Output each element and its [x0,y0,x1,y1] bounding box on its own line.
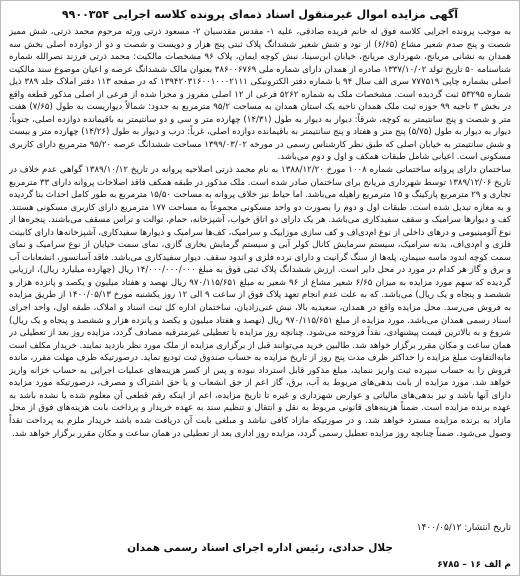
signature-line: جلال حدادی، رئیس اداره اجرای اسناد رسمی همدان [127,542,393,554]
notice-paragraph-2: ساختمان دارای پروانه ساختمانی شماره ۱۰۰۸ مورخ ۱۳۸۸/۱۲/۲۰ به نام محمد ذرتی اصلاحیه پروانه در تاریخ ۱۳۸۹/۱۰/۱۲ گواهی عدم خلاف در تاریخ ۱۳۸۹/۱۲/۰۶ توسط شهرداری مریانج برای ساختمان صادر شده است. ملک مذکور در طبقه همکف فاقد اصلاحات پروانه دارای ۳۳ مترمربع تجاری و ۲۹ مترمربع پارکینگ و ۱۵ مترمربع راهپله می‌باشد. اما حیاط نیز خلاف پروانه به مساحت ۱۵/۵۰ مترمربع به طور کامل احداث بنا گردیده و به مغازه تبدیل شده است. طبقات اول و دوم را بصورت دو واحد مسکونی مجموعاً به مساحت ۱۷۷ مترمربع دارای کاربری مسکونی هستند. کف و دیوارها سرامیک و سقف سفیدکاری می‌باشد. هر یک دارای دو اتاق خواب، آشپزخانه، حمام، توالت و تراس مسقف می‌باشند. پنجره‌ها از نوع آلومینیومی و درهای داخلی از نوع ام‌دی‌اف و کف سازی موزاییک و سرامیک، کف‌ها سرامیک و دیوارها سفیدکاری، آشپزخانه‌ها دارای کابینت فلزی و ام‌دی‌اف، بدنه سرامیک، سیستم سرمایش کانال کولر آبی و سیستم گرمایش بخاری گازی، نمای سمت خیابان از نوع سرامیک و نمای سمت کوچه اندود ماسه سیمان، پله‌ها از سنگ گرانیت و دارای نرده فلزی و اندود سقف. دیوار سفیدکاری می‌باشد. فاقد آسانسور، انشعابات آب و برق و گاز هر کدام در مورد در محل دایر است. ارزش ششدانگ پلاک ثبتی فوق به مبلغ ۱۴/۰۰۰/۰۰۰/۰۰۰ ریال (چهارده میلیارد ریال)، ارزیابی گردیده که سهم مورد مزایده به میزان ۶/۶۵ شعیر مشاع از ۹۶ شعیر به مبلغ ۹۷۰/۱۱۵/۶۵۱ ریال نهصد و هفتاد میلیون و یکصد و پانزده هزار و ششصد و پنجاه و یک ریال) می‌باشد. که به علت عدم انجام تعهد پلاک فوق از ساعت ۹ الی ۱۲ روز یکشنبه مورخ ۱۴۰۰/۰۵/۱۳ از طریق مزایده به فروش می‌رسد. محل مزایده واقع در همدان، سعیدیه بالا، نبش غنی‌زادیان، ساختمان اداره کل ثبت اسناد و املاک، طبقه اول، واحد اجرای اسناد رسمی همدان می‌باشد. مورد مزایده از مبلغ ۹۷۰/۱۱۵/۶۵۱ ریال (نهصد و هفتاد میلیون و یکصد و پانزده هزار و ششصد و پنجاه و یک ریال) شروع و به بالاترین قیمت پیشنهادی، نقداً فروخته می‌شود. چنانچه روز مزایده با تعطیلی غیرمترقبه مصادف گردد، مزایده روز بعد از تعطیلی در همان ساعت و مکان مقرر برگزار خواهد شد. طالبین خرید می‌توانند قبل از برگزاری مزایده از ملک مورد نظر بازدید نمایند. خریدار مکلف است مابه‌التفاوت مبلغ مزایده را حداکثر ظرف مدت پنج روز از تاریخ مزایده به حساب صندوق ثبت تودیع نماید. درصورتیکه ظرف مهلت مقرر، مانده فروش را به حساب سپرده ثبت واریز ننماید، مبلغ مذکور قابل استرداد نبوده و پس از کسر هزینه‌های عملیات اجرایی به حساب خزانه واریز خواهد شد. مورد مزایده از بابت بدهی‌های مربوط به آب، برق، گاز اعم از حق انشعاب و یا حق اشتراک و مصرف، درصورتیکه مورد مزایده دارای آنها باشد و نیز بدهی‌های مالیاتی و عوارض شهرداری و غیره تا تاریخ مزایده، اعم از اینکه رقم قطعی آن معلوم شده یا نشده باشد به عهده برنده مزایده است. ضمناً هزینه‌های قانونی مربوط به نقل و انتقال و تنظیم سند به عهده خریدار و پرداخت بابت هزینه‌های فوق از محل مازاد به برنده مزایده مسترد خواهد شد. و در صورتیکه مازاد کافی نباشد و مبلغی بابت آن دریافت شده باشد خریدار ملزم به پرداخت نقداً وصول می‌شود. ضمناً چنانچه روز مزایده تعطیل رسمی گردد، مزایده روز اداری بعد از تعطیلی در همان ساعت و مکان مقرر برگزار خواهد شد. [9,165,511,439]
notice-body [9,26,511,520]
notice-paragraph-1: به موجب پرونده اجرایی کلاسه فوق له خانم فریده صادقی، علیه ۱- مقدس مقدسیان ۲- مسعود ذرتی ورثه مرحوم محمد ذرتی، شش ممیز شصت و پنج صدم شعیر مشاع (۶/۶۵) از نود و شش شعیر ششدانگ پلاک ثبتی پنج هزار و دویست و شصت و دو از دوازده اصلی بخش سه همدان به نشانی مریانج، شهرداری مریانج، خیابان ابن‌سینا، نبش کوچه ایمان، پلاک ۹۶ مشخصات مالکیت: محمد ذرتی فرزند نصرالله شماره شناسنامه ۵۰ تاریخ تولد ۱۳۳۷/۱۰/۰۲ صادره از همدان دارای شماره ملی ۳۸۶۰۰۶۷۶۹ بعنوان مالک ششدانگ عرصه و اعیان موضوع سند مالکیت اصلی بشماره چاپی ۷۷۷۵۱۹ سری الف سال ۹۴ با شماره دفتر الکترونیکی ۱۳۹۴۲۰۳۱۶۰۰۱۰۰۰۲۱۱۱ که در صفحه ۱۱۳ دفتر املاک جلد ۳۸۹ ذیل شماره ۵۳۲۹۵ ثبت گردیده است. مشخصات ملک به شماره ۵۲۶۲ فرعی از ۱۲ اصلی مفروز و مجزا شده از فرعی از اصلی مذکور قطعه واقع در بخش ۳ ناحیه ۹۹ حوزه ثبت ملک همدان ناحیه یک استان همدان به مساحت ۹۵/۲ مترمربع به حدود: شمالاً دیواریست به طول (۷/۶۵) هفت متر و شصت و پنج سانتیمتر به کوچه، شرقاً: دیوار به دیوار به طول (۱۴/۳۱) چهارده متر و سی و دو سانتیمتر به باقیمانده دوازده اصلی، جنوباً: دیوار به دیوار به طول (۵/۷۵) پنج متر و هفتاد و پنج سانتیمتر به باقیمانده دوازده اصلی، غرباً: درب و دیوار به طول (۱۴/۲۶) چهارده متر و بیست و شش سانتیمتر به خیابان اصلی که طبق نظر کارشناس رسمی در مورخه ۱۳۹۹/۰۳/۰۲ مساحت ششدانگ عرصه ۹۵/۲۰ مترمربع دارای کاربری مسکونی است. اعیانی شامل طبقات همکف و اول و دوم می‌باشد. [9,27,511,163]
publication-date: تاریخ انتشار: ۱۴۰۰/۰۵/۱۲ [416,523,511,533]
notice-title: آگهی مزایده اموال غیرمنقول اسناد ذمه‌ای پرونده کلاسه اجرایی ۹۹۰۰۳۵۴ [61,8,459,21]
reference-code: م الف ۱۶ – ۶۷۸۵ [437,560,511,570]
